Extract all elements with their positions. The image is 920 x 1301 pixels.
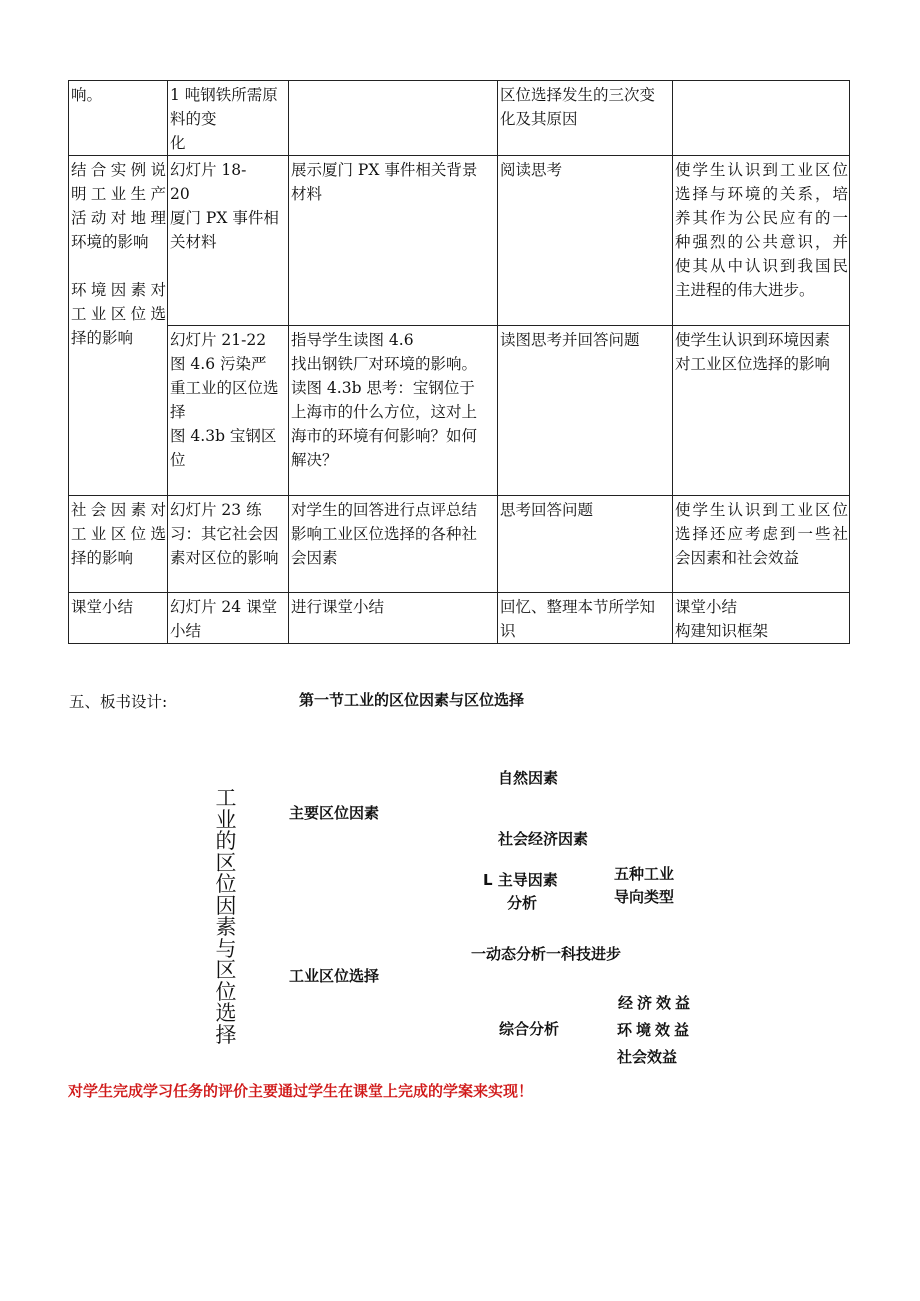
five-types-line1: 五种工业 [614,865,675,883]
table-cell: 课堂小结 [69,593,168,644]
social-benefit: 社会效益 [617,1048,678,1066]
table-cell: 幻灯片 23 练 习：其它社会因 素对区位的影响 [168,496,289,593]
table-cell: 1 吨钢铁所需原 料的变 化 [168,81,289,156]
location-choice: 工业区位选择 [289,967,380,985]
table-cell: 指导学生读图 4.6 找出钢铁厂对环境的影响。 读图 4.3b 思考：宝钢位于 上海市的什么方位，这对上 海市的环境有何影响？如何 解决？ [289,326,498,496]
table-cell [673,81,850,156]
dynamic-analysis: 一动态分析一科技进步 [471,945,622,963]
vertical-title-char: 位 [215,979,237,1004]
vertical-title-char: 位 [215,872,237,896]
vertical-title-char: 与 [215,936,237,961]
table-row [69,496,850,593]
table-cell: 幻灯片 21-22 图 4.6 污染严 重工业的区位选 择 图 4.3b 宝钢区 位 [168,326,289,496]
vertical-title [211,788,241,1046]
vertical-title-char: 因 [215,893,237,918]
economic-benefit: 经济效益 [618,994,695,1012]
table-cell: 展示厦门 PX 事件相关背景 材料 [289,156,498,326]
vertical-title-char: 工 [215,786,237,810]
table-cell: 社会因素对 工业区位选 择的影响 [69,496,168,593]
table-cell: 读图思考并回答问题 [498,326,673,496]
vertical-title-char: 的 [215,829,237,853]
table-cell: 区位选择发生的三次变 化及其原因 [498,81,673,156]
table-cell: 结合实例说 明工业生产 活动对地理 环境的影响 环境因素对 工业区位选 择的影响 [69,156,168,496]
evaluation-note: 对学生完成学习任务的评价主要通过学生在课堂上完成的学案来实现！ [68,1082,534,1100]
five-types-line2: 导向类型 [614,888,675,906]
vertical-title-char: 业 [215,807,237,832]
dominant-analysis: 分析 [507,894,538,912]
table-cell: 幻灯片 24 课堂 小结 [168,593,289,644]
vertical-title-char: 素 [215,915,237,939]
table-cell: 响。 [69,81,168,156]
table-cell: 回忆、整理本节所学知 识 [498,593,673,644]
table-cell: 使学生认识到环境因素 对工业区位选择的影响 [673,326,850,496]
table-cell [289,81,498,156]
vertical-title-char: 区 [215,958,237,982]
table-cell: 幻灯片 18- 20 厦门 PX 事件相 关材料 [168,156,289,326]
natural-factors: 自然因素 [498,769,559,787]
table-cell: 对学生的回答进行点评总结 影响工业区位选择的各种社 会因素 [289,496,498,593]
vertical-title-char: 区 [215,850,237,875]
lesson-plan-table [68,80,850,644]
comprehensive-analysis: 综合分析 [499,1020,560,1038]
vertical-title-char: 选 [215,1001,237,1025]
board-title: 第一节工业的区位因素与区位选择 [299,691,525,709]
table-cell: 阅读思考 [498,156,673,326]
dominant-factor: L 主导因素 [483,871,558,889]
section-label: 五、板书设计: [69,693,168,711]
environmental-benefit: 环境效益 [617,1021,694,1039]
table-cell: 课堂小结 构建知识框架 [673,593,850,644]
table-cell: 进行课堂小结 [289,593,498,644]
table-row [69,593,850,644]
table-cell: 使学生认识到工业区位 选择与环境的关系，培 养其作为公民应有的一 种强烈的公共意识，并 使其从中认识到我国民 主进程的伟大进步。 [673,156,850,326]
table-row [69,81,850,156]
table-row [69,156,850,326]
table-row [69,326,850,496]
main-location-factors: 主要区位因素 [289,804,380,822]
vertical-title-char: 择 [215,1022,237,1047]
socioeconomic-factors: 社会经济因素 [498,830,589,848]
table-cell: 使学生认识到工业区位 选择还应考虑到一些社 会因素和社会效益 [673,496,850,593]
table-cell: 思考回答问题 [498,496,673,593]
